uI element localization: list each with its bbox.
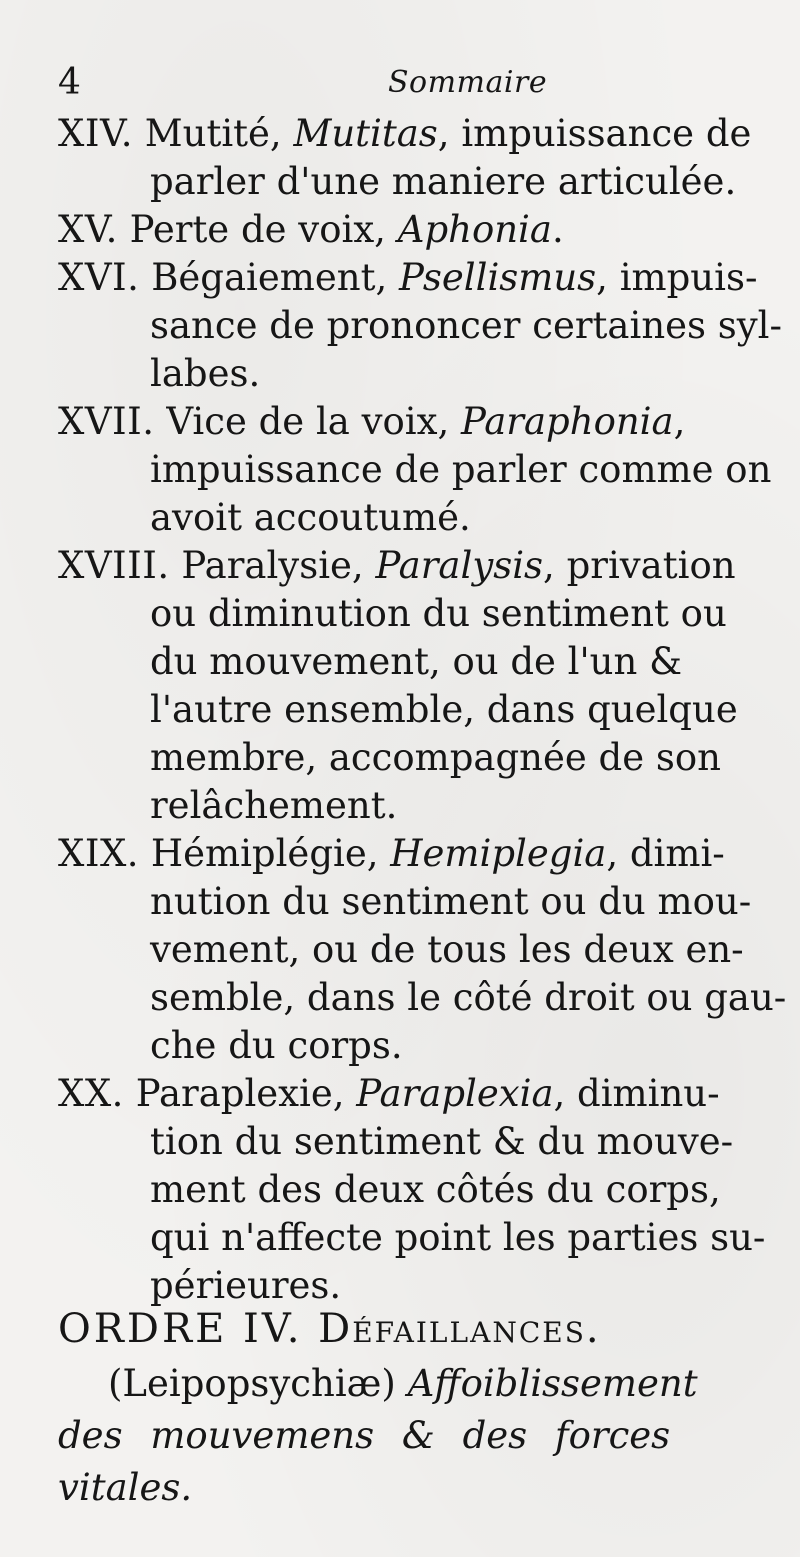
entry-continuation-line: relâchement. [150, 784, 398, 827]
entry-description: , impuissance de [437, 112, 752, 155]
entry-continuation-line: ou diminution du sentiment ou [150, 592, 727, 635]
entry-term: Hémiplégie, [139, 832, 391, 875]
entry-first-line [58, 206, 748, 254]
order-definition-line: vitales. [58, 1466, 193, 1509]
entry-latin-name: Psellismus [398, 256, 597, 299]
entry-continuation-line: périeures. [150, 1264, 342, 1307]
entry-description: , dimi- [606, 832, 725, 875]
entry-continuation-line: ment des deux côtés du corps, [150, 1168, 721, 1211]
entry-first-line [58, 1070, 748, 1118]
entry-continuation-line: parler d'une maniere articulée. [150, 160, 737, 203]
entry-term: Paraplexie, [123, 1072, 357, 1115]
entry-numeral: XV. [58, 208, 118, 251]
order-label: ORDRE IV. [58, 1306, 303, 1352]
entry-latin-name: Paraphonia [461, 400, 674, 443]
entry-numeral: XVI. [58, 256, 140, 299]
entry-numeral: XIV. [58, 112, 133, 155]
entry-description: , [673, 400, 686, 443]
entry-continuation-line: nution du sentiment ou du mou- [150, 880, 752, 923]
page-number: 4 [58, 62, 81, 103]
order-definition-line: des mouvemens & des forces [58, 1414, 671, 1457]
page-header [58, 58, 748, 108]
entry-term: Bégaiement, [139, 256, 399, 299]
running-head: Sommaire [388, 65, 548, 100]
entry-continuation-line: membre, accompagnée de son [150, 736, 721, 779]
entry-first-line [58, 254, 758, 302]
entry-latin-name: Mutitas [293, 112, 438, 155]
entry-term: Perte de voix, [117, 208, 398, 251]
entry-continuation-line: labes. [150, 352, 261, 395]
order-definition-start: Affoiblissement [407, 1362, 698, 1405]
entry-continuation-line: avoit accoutumé. [150, 496, 471, 539]
entry-description: . [551, 208, 564, 251]
entry-numeral: XIX. [58, 832, 140, 875]
entry-item [58, 254, 783, 398]
entry-numeral: XX. [58, 1072, 124, 1115]
entry-numeral: XVII. [58, 400, 155, 443]
entry-latin-name: Hemiplegia [390, 832, 607, 875]
entry-continuation-line: tion du sentiment & du mouve- [150, 1120, 734, 1163]
entry-first-line [58, 542, 748, 590]
order-definition-line [58, 1358, 758, 1410]
order-name: Défaillances. [318, 1306, 601, 1352]
entry-description: , impuis- [596, 256, 758, 299]
entry-term: Paralysie, [169, 544, 376, 587]
entry-item [58, 110, 752, 206]
entry-continuation-line: qui n'affecte point les parties su- [150, 1216, 766, 1259]
entry-first-line [58, 110, 752, 158]
entry-first-line [58, 398, 748, 446]
entry-item [58, 830, 787, 1070]
entry-continuation-line: vement, ou de tous les deux en- [150, 928, 744, 971]
order-greek-term: (Leipopsychiæ) [108, 1362, 396, 1405]
entry-first-line [58, 830, 748, 878]
entry-continuation-line: du mouvement, ou de l'un & [150, 640, 683, 683]
entry-item [58, 1070, 766, 1310]
entry-item [58, 206, 748, 254]
order-heading-block [58, 1300, 758, 1514]
order-title [58, 1300, 758, 1358]
entry-term: Mutité, [132, 112, 294, 155]
entry-continuation-line: impuissance de parler comme on [150, 448, 772, 491]
entry-description: , diminu- [553, 1072, 720, 1115]
entry-description: , privation [543, 544, 736, 587]
entry-continuation-line: semble, dans le côté droit ou gau- [150, 976, 787, 1019]
entry-continuation-line: l'autre ensemble, dans quelque [150, 688, 738, 731]
entry-numeral: XVIII. [58, 544, 170, 587]
entry-latin-name: Paralysis [375, 544, 544, 587]
entry-continuation-line: sance de prononcer certaines syl- [150, 304, 783, 347]
entry-term: Vice de la voix, [154, 400, 462, 443]
entry-latin-name: Paraplexia [356, 1072, 554, 1115]
entry-item [58, 398, 772, 542]
entry-continuation-line: che du corps. [150, 1024, 403, 1067]
entry-latin-name: Aphonia [397, 208, 552, 251]
entry-list [58, 110, 787, 1310]
entry-item [58, 542, 748, 830]
